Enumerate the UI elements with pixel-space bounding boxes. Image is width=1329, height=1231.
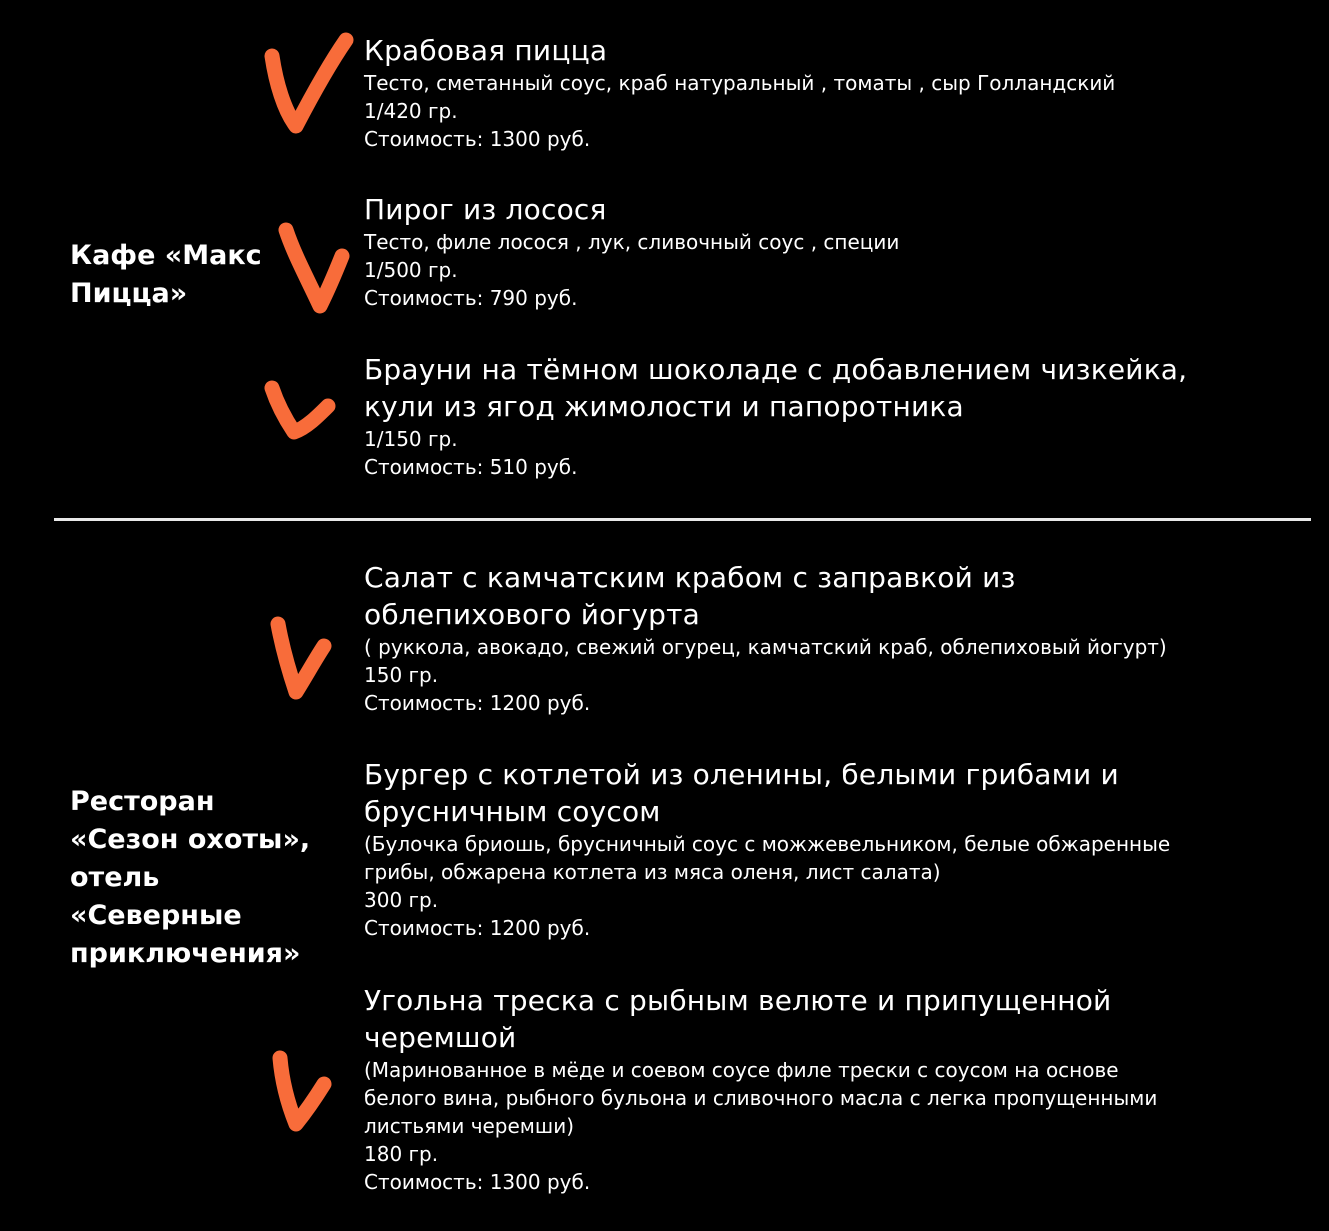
menu-item-ingredients: грибы, обжарена котлета из мяса оленя, лист салата) xyxy=(364,860,941,884)
menu-item-title-line: Салат с камчатским крабом с заправкой из xyxy=(364,561,1016,594)
menu-item xyxy=(364,559,1314,717)
menu-item-weight: 180 гр. xyxy=(364,1142,439,1166)
menu-item-price: Стоимость: 510 руб. xyxy=(364,455,578,479)
venue-name-line: отель xyxy=(70,862,160,893)
menu-item-ingredients: Тесто, сметанный соус, краб натуральный , томаты , сыр Голландский xyxy=(364,71,1116,95)
menu-item-title xyxy=(364,559,1314,633)
menu-item-title-line: черемшой xyxy=(364,1021,517,1054)
venue-name-line: «Сезон охоты», xyxy=(70,824,311,855)
menu-item-price: Стоимость: 790 руб. xyxy=(364,286,578,310)
menu-item-title-line: Угольна треска с рыбным велюте и припущенной xyxy=(364,984,1112,1017)
menu-item xyxy=(364,32,1314,153)
menu-item-price: Стоимость: 1300 руб. xyxy=(364,127,591,151)
menu-item-title xyxy=(364,191,1314,228)
menu-item xyxy=(364,191,1314,312)
menu-item-ingredients: (Маринованное в мёде и соевом соусе филе трески с соусом на основе xyxy=(364,1058,1119,1082)
menu-item-title-line: Брауни на тёмном шоколаде с добавлением чизкейка, xyxy=(364,353,1188,386)
venue-name-line: «Северные xyxy=(70,900,242,931)
menu-item xyxy=(364,982,1314,1196)
menu-item xyxy=(364,351,1314,481)
menu-item-title xyxy=(364,982,1314,1056)
checkmark-icon xyxy=(272,214,356,320)
venue-name-line: Ресторан xyxy=(70,786,215,817)
venue-name-line: Пицца» xyxy=(70,278,188,309)
menu-item-ingredients: листьями черемши) xyxy=(364,1114,574,1138)
menu-item-weight: 150 гр. xyxy=(364,663,439,687)
checkmark-icon xyxy=(262,610,340,704)
menu-item-ingredients: белого вина, рыбного бульона и сливочного масла с легка пропущенными xyxy=(364,1086,1158,1110)
menu-item-title xyxy=(364,351,1314,425)
menu-item-price: Стоимость: 1200 руб. xyxy=(364,916,591,940)
menu-item-title-line: облепихового йогурта xyxy=(364,598,700,631)
venue-name-line: приключения» xyxy=(70,938,301,969)
menu-item-weight: 1/150 гр. xyxy=(364,427,458,451)
menu-item-title-line: брусничным соусом xyxy=(364,795,661,828)
section-divider xyxy=(54,518,1311,521)
menu-item-title-line: Пирог из лосося xyxy=(364,193,607,226)
venue-name-line: Кафе «Макс xyxy=(70,240,262,271)
menu-item-title xyxy=(364,756,1314,830)
menu-item-weight: 300 гр. xyxy=(364,888,439,912)
menu-item-price: Стоимость: 1300 руб. xyxy=(364,1170,591,1194)
checkmark-icon xyxy=(262,1046,340,1136)
menu-item-title-line: Крабовая пицца xyxy=(364,34,608,67)
menu-item-title-line: Бургер с котлетой из оленины, белыми грибами и xyxy=(364,758,1119,791)
checkmark-icon xyxy=(258,28,358,140)
venue-name-restaurant-sezon-okhoty xyxy=(70,783,350,973)
menu-item-title-line: кули из ягод жимолости и папоротника xyxy=(364,390,964,423)
menu-item-ingredients: ( руккола, авокадо, свежий огурец, камчатский краб, облепиховый йогурт) xyxy=(364,635,1167,659)
menu-item-weight: 1/500 гр. xyxy=(364,258,458,282)
menu-item-ingredients: (Булочка бриошь, брусничный соус с можжевельником, белые обжаренные xyxy=(364,832,1171,856)
menu-item-weight: 1/420 гр. xyxy=(364,99,458,123)
menu-item xyxy=(364,756,1314,942)
menu-item-price: Стоимость: 1200 руб. xyxy=(364,691,591,715)
checkmark-icon xyxy=(258,372,342,446)
menu-item-title xyxy=(364,32,1314,69)
menu-item-ingredients: Тесто, филе лосося , лук, сливочный соус , специи xyxy=(364,230,900,254)
